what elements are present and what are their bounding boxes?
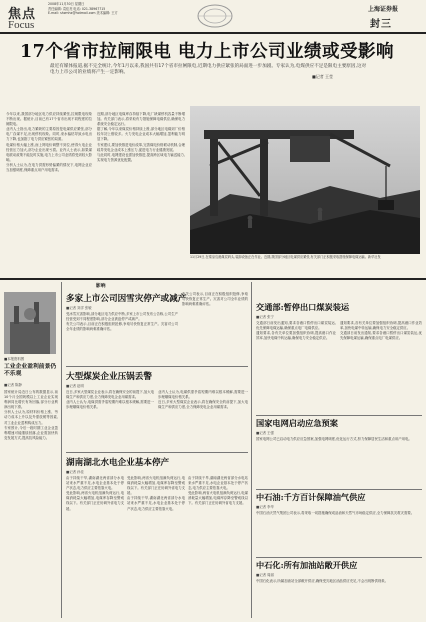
story-body-continued	[127, 476, 185, 618]
section-name-english: Focus	[8, 19, 35, 31]
coal-port-crane-image	[190, 106, 420, 254]
paragraph: 国家电网公司已启动电力供应应急预案,加强电网调度,优化运行方式,努力保障居民生活和重点用户用电。	[256, 437, 412, 441]
paragraph: 受此影响,两省火电机组满负荷运行,电煤消耗量大幅增加,电煤库存降至警戒线以下。有关部门正在协调外省电力支援。	[127, 476, 185, 496]
story-body	[256, 511, 422, 555]
section-tag: 影响	[96, 284, 106, 289]
story-headline: 中石油:千方百计保障油气供应	[256, 492, 366, 502]
lead-headline: 17个省市拉闸限电 电力上市公司业绩或受影响	[20, 42, 394, 62]
meta-line: 责任编辑: 袁佳亮 电话: 021-38967715	[48, 6, 106, 11]
story-headline: 大型煤炭企业压锅丢警	[66, 372, 152, 382]
paragraph: 受此影响,两省火电机组满负荷运行,电煤消耗量大幅增加,电煤库存降至警戒线以下。有关部门正在协调外省电力支援。	[188, 491, 248, 506]
story-divider	[256, 557, 422, 558]
column-divider	[251, 282, 252, 618]
story-body-continued	[182, 292, 248, 364]
meta-line: 2008年11月30日 星期日	[48, 2, 85, 6]
story-body-continued	[158, 390, 248, 450]
paragraph: 分析人士认为,原材料价格上涨、劳动力成本上升以及外需放缓等因素,对工业企业盈利构成压力。	[4, 410, 58, 425]
factory-image	[4, 292, 56, 354]
paragraph: 由于持续干旱,湖南湖北两省部分水电站来水严重不足,水电企业基本处于停产状态,电力供应主要依靠火电。	[66, 476, 124, 491]
story-body-continued	[340, 321, 422, 413]
story-byline: ■记者 李华	[256, 505, 274, 509]
paragraph: 中国石化表示,所属加油站全部敞开供应,确保受灾地区油品供应充足,不会出现断供现象。	[256, 579, 389, 583]
paragraph: 近期,部分地区电煤库存持续下降,电厂缺煤停机容量不断增加。有关部门表示,将采取有力措施保障电煤供应,确保电力系统安全稳定运行。	[97, 112, 185, 127]
story-headline: 湖南湖北水电企业基本停产	[66, 458, 170, 468]
paragraph: 据了解,今年以来煤炭价格持续上涨,部分地区电煤到厂价格较年初上涨较多。火力发电企业成本大幅增加,盈利能力明显下降。	[97, 127, 185, 142]
paper-name: 上海证券报	[368, 6, 399, 13]
column-divider	[61, 282, 62, 618]
paragraph: 业内人士指出,电力紧缺的主要原因是电煤供应紧张,部分电厂存煤不足,出现停机现象。同时,来水偏枯导致水电出力下降,也加剧了电力供应紧张的局面。	[6, 127, 92, 142]
issue-meta	[48, 2, 156, 16]
paragraph: 有关公司表示,目前正在积极组织抢修,争取尽快恢复正常生产。灾害对公司全年业绩的影响尚难准确评估。	[182, 292, 248, 307]
meta-line: E-mail: shzmhx@hotmail.com 美术编辑: 王方	[48, 11, 118, 16]
paragraph: 今年以来,我国部分地区电力供应持续紧张,拉闸限电现象不断出现。据统计,目前已有17个省市出现不同程度的拉闸限电。	[6, 112, 92, 127]
header-rule	[0, 32, 426, 34]
story-body	[256, 437, 422, 487]
paragraph: 中国石油天然气集团公司表示,将采取一切措施确保成品油和天然气市场稳定供应,全力保障抗灾救灾需要。	[256, 511, 415, 515]
paragraph: 由于持续干旱,湖南湖北两省部分水电站来水严重不足,水电企业基本处于停产状态,电力供应主要依靠火电。	[127, 496, 185, 511]
paragraph: 业内人士认为,电煤供需矛盾短期内难以根本缓解,需要进一步理顺煤电价格关系。	[66, 400, 154, 410]
sidebar-byline: ■记者 陈静	[4, 383, 22, 387]
paragraph: 专家建议,要加快推进电价改革,完善煤电价格联动机制,合理疏导发电企业成本上涨压力,促进电力行业健康发展。	[97, 142, 185, 152]
story-byline: ■记者 刘洋 张敏	[66, 306, 92, 310]
paragraph: 专家预计,今后一段时期工业企业盈利增速可能继续回落,企业需加快转变发展方式,提高抗风险能力。	[4, 425, 58, 440]
sidebar-photo-caption: ■本报资料图	[4, 357, 25, 361]
paragraph: 通知要求,各有关单位要加强组织协调,提高港口作业效率,加快电煤中转运输,确保电力安全稳定供应。	[340, 321, 422, 331]
story-headline: 多家上市公司因雪灾停产或减产	[66, 294, 187, 304]
story-body	[66, 312, 178, 364]
section-divider	[0, 278, 426, 280]
paragraph: 近日,多家大型煤炭企业表示,将在确保安全的前提下,加大电煤生产和供应力度,全力保障发电企业用煤需求。	[66, 390, 154, 400]
story-body	[256, 579, 422, 618]
paragraph: 与此同时,电网建设也需加快推进,提高跨区域电力输送能力,实现电力资源优化配置。	[97, 152, 185, 162]
sidebar-headline: 工业企业盈利前景仍不乐观	[4, 364, 57, 378]
lead-body-column-2	[97, 112, 185, 280]
paper-emblem-icon	[196, 3, 234, 29]
story-byline: ■记者 王强	[256, 431, 274, 435]
section-name: 焦点	[8, 7, 37, 22]
paragraph: 受冰雪灾害影响,部分地区电力供应中断,多家上市公司发布公告称,公司生产经营受到不同程度影响,部分企业被迫停产或减产。	[66, 312, 178, 322]
masthead	[0, 0, 426, 34]
sidebar-body	[4, 390, 58, 618]
paragraph: 近日,多家大型煤炭企业表示,将在确保安全的前提下,加大电煤生产和供应力度,全力保障发电企业用煤需求。	[158, 400, 248, 410]
lead-summary: 最近有媒体报道,据不完全统计,今年1月以来,我国共有17个省市拉闸限电,近期电力供应紧张的局面进一步加剧。专家认为,电煤供应不足是限电主要原因,这对电力上市公司的业绩将产生一定影响。	[50, 64, 367, 76]
photo-caption: 11月29日,在秦皇岛港煤炭码头,装卸设备正在作业。近期,我国部分地区电煤供应紧张,有关部门正积极采取措施保障电煤运输。新华社发	[190, 255, 381, 259]
story-divider	[256, 489, 422, 490]
story-body	[256, 321, 336, 413]
sidebar-photo	[4, 292, 56, 354]
story-headline: 中石化:所有加油站敞开供应	[256, 560, 358, 570]
story-byline: ■记者 孙佳	[66, 470, 84, 474]
story-byline: ■记者 张宁	[256, 315, 274, 319]
paragraph: 国家统计局近日公布的数据显示,前10个月全国规模以上工业企业实现利润同比增长有所回落,部分行业利润出现下滑。	[4, 390, 58, 410]
paragraph: 通知要求,各有关单位要加强组织协调,提高港口作业效率,加快电煤中转运输,确保电力安全稳定供应。	[256, 331, 336, 341]
story-byline: ■记者 赵明	[66, 384, 84, 388]
paragraph: 受此影响,两省火电机组满负荷运行,电煤消耗量大幅增加,电煤库存降至警戒线以下。有关部门正在协调外省电力支援。	[66, 491, 124, 511]
story-divider	[256, 415, 422, 416]
page-label: 封三	[370, 19, 392, 30]
story-headline: 国家电网启动应急预案	[256, 418, 338, 428]
paragraph: 电煤价格大幅上涨,而上网电价调整不到位,使得火电企业经营压力加大,部分企业出现亏损。业内人士表示,如果煤电联动政策不能及时实施,电力上市公司业绩将受到较大影响。	[6, 142, 92, 162]
story-body	[66, 476, 124, 618]
paragraph: 交通部日前发出通知,要求各港口暂停出口煤炭装运,优先保障电煤运输,确保重点电厂电煤供应。	[256, 321, 336, 331]
lead-photo	[190, 106, 420, 254]
lead-body-column-1	[6, 112, 92, 280]
paragraph: 有关公司表示,目前正在积极组织抢修,争取尽快恢复正常生产。灾害对公司全年业绩的影响尚难准确评估。	[66, 322, 178, 332]
story-divider	[66, 452, 248, 453]
paragraph: 分析人士认为,在电力供需形势偏紧的情况下,电网企业应当加强调度,保障重点用户用电需求。	[6, 162, 92, 173]
story-divider	[66, 366, 248, 367]
lead-byline: ■记者 王莹	[312, 74, 334, 79]
paragraph: 业内人士认为,电煤供需矛盾短期内难以根本缓解,需要进一步理顺煤电价格关系。	[158, 390, 248, 400]
story-body-continued	[188, 476, 248, 618]
paragraph: 交通部日前发出通知,要求各港口暂停出口煤炭装运,优先保障电煤运输,确保重点电厂电煤供应。	[340, 331, 422, 341]
story-body	[66, 390, 154, 450]
paragraph: 由于持续干旱,湖南湖北两省部分水电站来水严重不足,水电企业基本处于停产状态,电力供应主要依靠火电。	[188, 476, 248, 491]
story-byline: ■记者 周丽	[256, 573, 274, 577]
story-headline: 交通部:暂停出口煤炭装运	[256, 302, 350, 312]
